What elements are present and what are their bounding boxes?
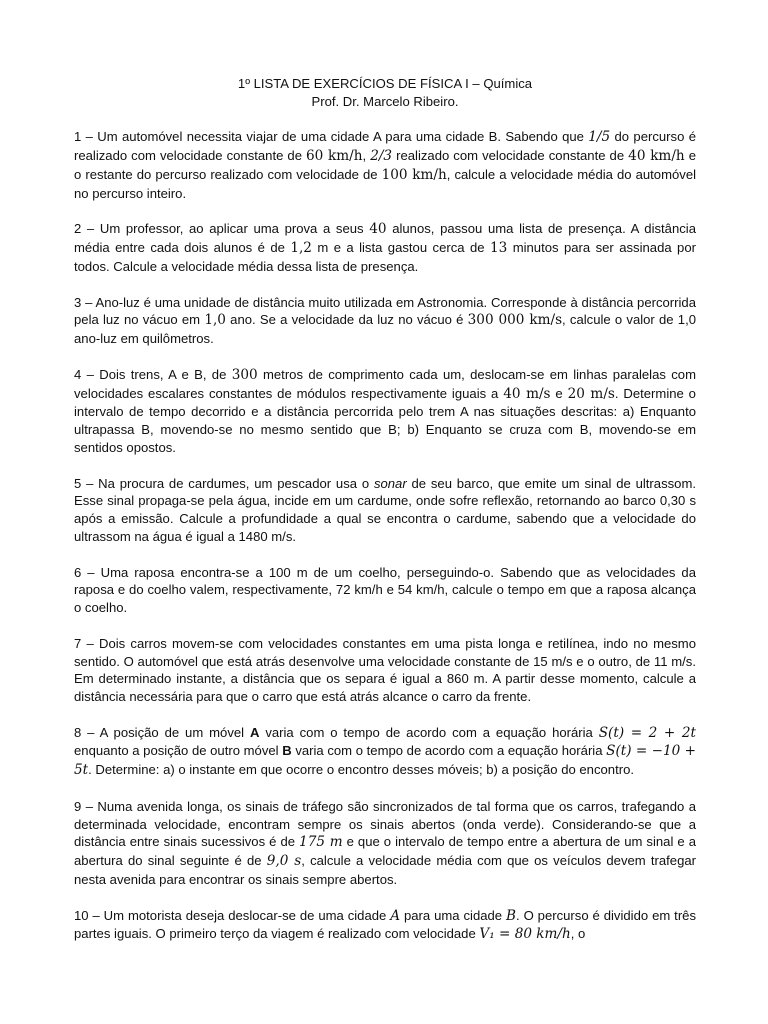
math-expression: 300 000 km/s	[467, 312, 563, 329]
exercise-text: e o restante do percurso realizado com velocidade de	[74, 148, 696, 182]
exercise-7: 7 – Dois carros movem-se com velocidades constantes em uma pista longa e retilínea, indo no mesmo sentido. O automóvel que está atrás desenvolve uma velocidade constante de 15 m/s e o outro, de 11 m/s. Em determinado instante, a distância que os separa é igual a 860 m. A partir desse momento, calcule a distância necessária para que o carro que está atrás alcance o carro da frente.	[74, 635, 696, 705]
exercise-text: 10 – Um motorista deseja deslocar-se de uma cidade	[74, 907, 391, 923]
document-title: 1º LISTA DE EXERCÍCIOS DE FÍSICA I – Química	[237, 76, 533, 91]
math-expression: 175 m	[299, 834, 343, 851]
exercise-text: alunos, passou uma lista de presença. A distância média entre cada dois alunos é de	[74, 221, 696, 256]
exercise-text: , calcule o valor de 1,0 ano-luz em quilômetros.	[74, 312, 696, 347]
exercise-10	[74, 907, 696, 945]
math-expression: 20 m/s	[567, 385, 615, 402]
document-page	[74, 75, 696, 962]
exercise-text: e	[550, 385, 568, 401]
exercise-text: ,	[362, 148, 371, 164]
exercise-8	[74, 724, 696, 780]
math-expression: 2/3	[370, 148, 393, 165]
exercise-5	[74, 475, 696, 546]
math-expression: 1,2	[290, 240, 312, 257]
exercise-text: ano. Se a velocidade da luz no vácuo é	[225, 312, 468, 328]
exercise-text: varia com o tempo de acordo com a equação horária	[291, 743, 607, 759]
exercise-6: 6 – Uma raposa encontra-se a 100 m de um coelho, perseguindo-o. Sabendo que as velocidades da raposa e do coelho valem, respectivamente, 72 km/h e 54 km/h, calcule o tempo em que a raposa alcança o coelho.	[74, 564, 696, 616]
exercise-text: , calcule a velocidade média com que os veículos devem trafegar nesta avenida para encontrar os sinais sempre abertos.	[74, 853, 697, 888]
math-expression: 100 km/h	[381, 166, 447, 183]
math-expression: 60 km/h	[306, 148, 363, 165]
exercise-text: varia com o tempo de acordo com a equação horária	[259, 724, 599, 740]
exercise-text: . Determine o intervalo de tempo decorrido e a distância percorrida pelo trem A nas situações descritas: a) Enquanto ultrapassa B, movendo-se no mesmo sentido que B; b) Enquanto se cruza com B, movendo-se em sentidos opostos.	[74, 385, 696, 455]
math-expression: 40	[369, 221, 387, 238]
exercise-text: 5 – Na procura de cardumes, um pescador usa o	[74, 475, 374, 491]
exercise-text: . Determine: a) o instante em que ocorre o encontro desses móveis; b) a posição do encontro.	[88, 762, 634, 778]
math-expression: A	[390, 907, 401, 924]
exercise-text: , calcule a velocidade média do automóvel no percurso inteiro.	[74, 166, 697, 201]
bold-label: B	[282, 743, 292, 759]
exercise-text: enquanto a posição de outro móvel	[74, 743, 283, 759]
math-expression: 13	[489, 240, 508, 257]
exercise-text: e que o intervalo de tempo entre a abertura de um sinal e a abertura do sinal seguinte é de	[74, 834, 696, 869]
exercise-text: . O percurso é dividido em três partes iguais. O primeiro terço da viagem é realizado com velocidade	[74, 907, 697, 942]
italic-term: sonar	[373, 475, 407, 491]
exercise-text: 3 – Ano-luz é uma unidade de distância muito utilizada em Astronomia. Corresponde à distância percorrida pela luz no vácuo em	[74, 294, 696, 328]
math-expression: V₁ = 80 km/h	[479, 926, 571, 943]
exercise-text: 1 – Um automóvel necessita viajar de uma cidade A para uma cidade B. Sabendo que	[74, 129, 589, 145]
exercise-text: minutos para ser assinada por todos. Calcule a velocidade média dessa lista de presença.	[74, 240, 696, 274]
exercise-4	[74, 366, 696, 457]
exercise-2	[74, 220, 696, 275]
exercise-1	[74, 128, 696, 202]
math-expression: 40 m/s	[503, 385, 551, 402]
math-expression: 300	[231, 366, 258, 383]
math-expression: 9,0 s	[266, 853, 302, 870]
exercise-text: de seu barco, que emite um sinal de ultrassom. Esse sinal propaga-se pela água, incide em um cardume, onde sofre reflexão, retornando ao barco 0,30 s após a emissão. Calcule a profundidade a qual se encontra o cardume, sabendo que a velocidade do ultrassom na água é igual a 1480 m/s.	[74, 475, 696, 544]
math-expression: 1/5	[588, 129, 611, 146]
math-expression: S(t) = −10 + 5t	[74, 743, 696, 779]
math-expression: 1,0	[204, 312, 226, 329]
exercise-text: , o	[570, 926, 586, 942]
exercise-text: realizado com velocidade constante de	[392, 148, 629, 164]
exercise-text: 8 – A posição de um móvel	[74, 724, 250, 740]
exercise-text: do percurso é realizado com velocidade constante de	[74, 129, 696, 164]
exercise-9	[74, 798, 696, 889]
exercise-text: metros de comprimento cada um, deslocam-se em linhas paralelas com velocidades escalares constantes de módulos respectivamente iguais a	[74, 366, 696, 401]
exercise-text: m e a lista gastou cerca de	[311, 240, 490, 256]
exercise-text: para uma cidade	[400, 907, 507, 923]
exercise-text: 2 – Um professor, ao aplicar uma prova a seus	[74, 221, 370, 237]
math-expression: S(t) = 2 + 2t	[598, 724, 696, 741]
bold-label: A	[249, 724, 260, 740]
document-author: Prof. Dr. Marcelo Ribeiro.	[311, 93, 459, 109]
exercise-text: 9 – Numa avenida longa, os sinais de tráfego são sincronizados de tal forma que os carros, trafegando a determinada velocidade, encontram sempre os sinais abertos (onda verde). Considerando-se que a distância entre sinais sucessivos é de	[74, 798, 696, 850]
math-expression: 40 km/h	[628, 148, 685, 165]
exercise-3	[74, 294, 696, 348]
exercise-text: 4 – Dois trens, A e B, de	[74, 366, 232, 382]
math-expression: B	[506, 907, 517, 924]
